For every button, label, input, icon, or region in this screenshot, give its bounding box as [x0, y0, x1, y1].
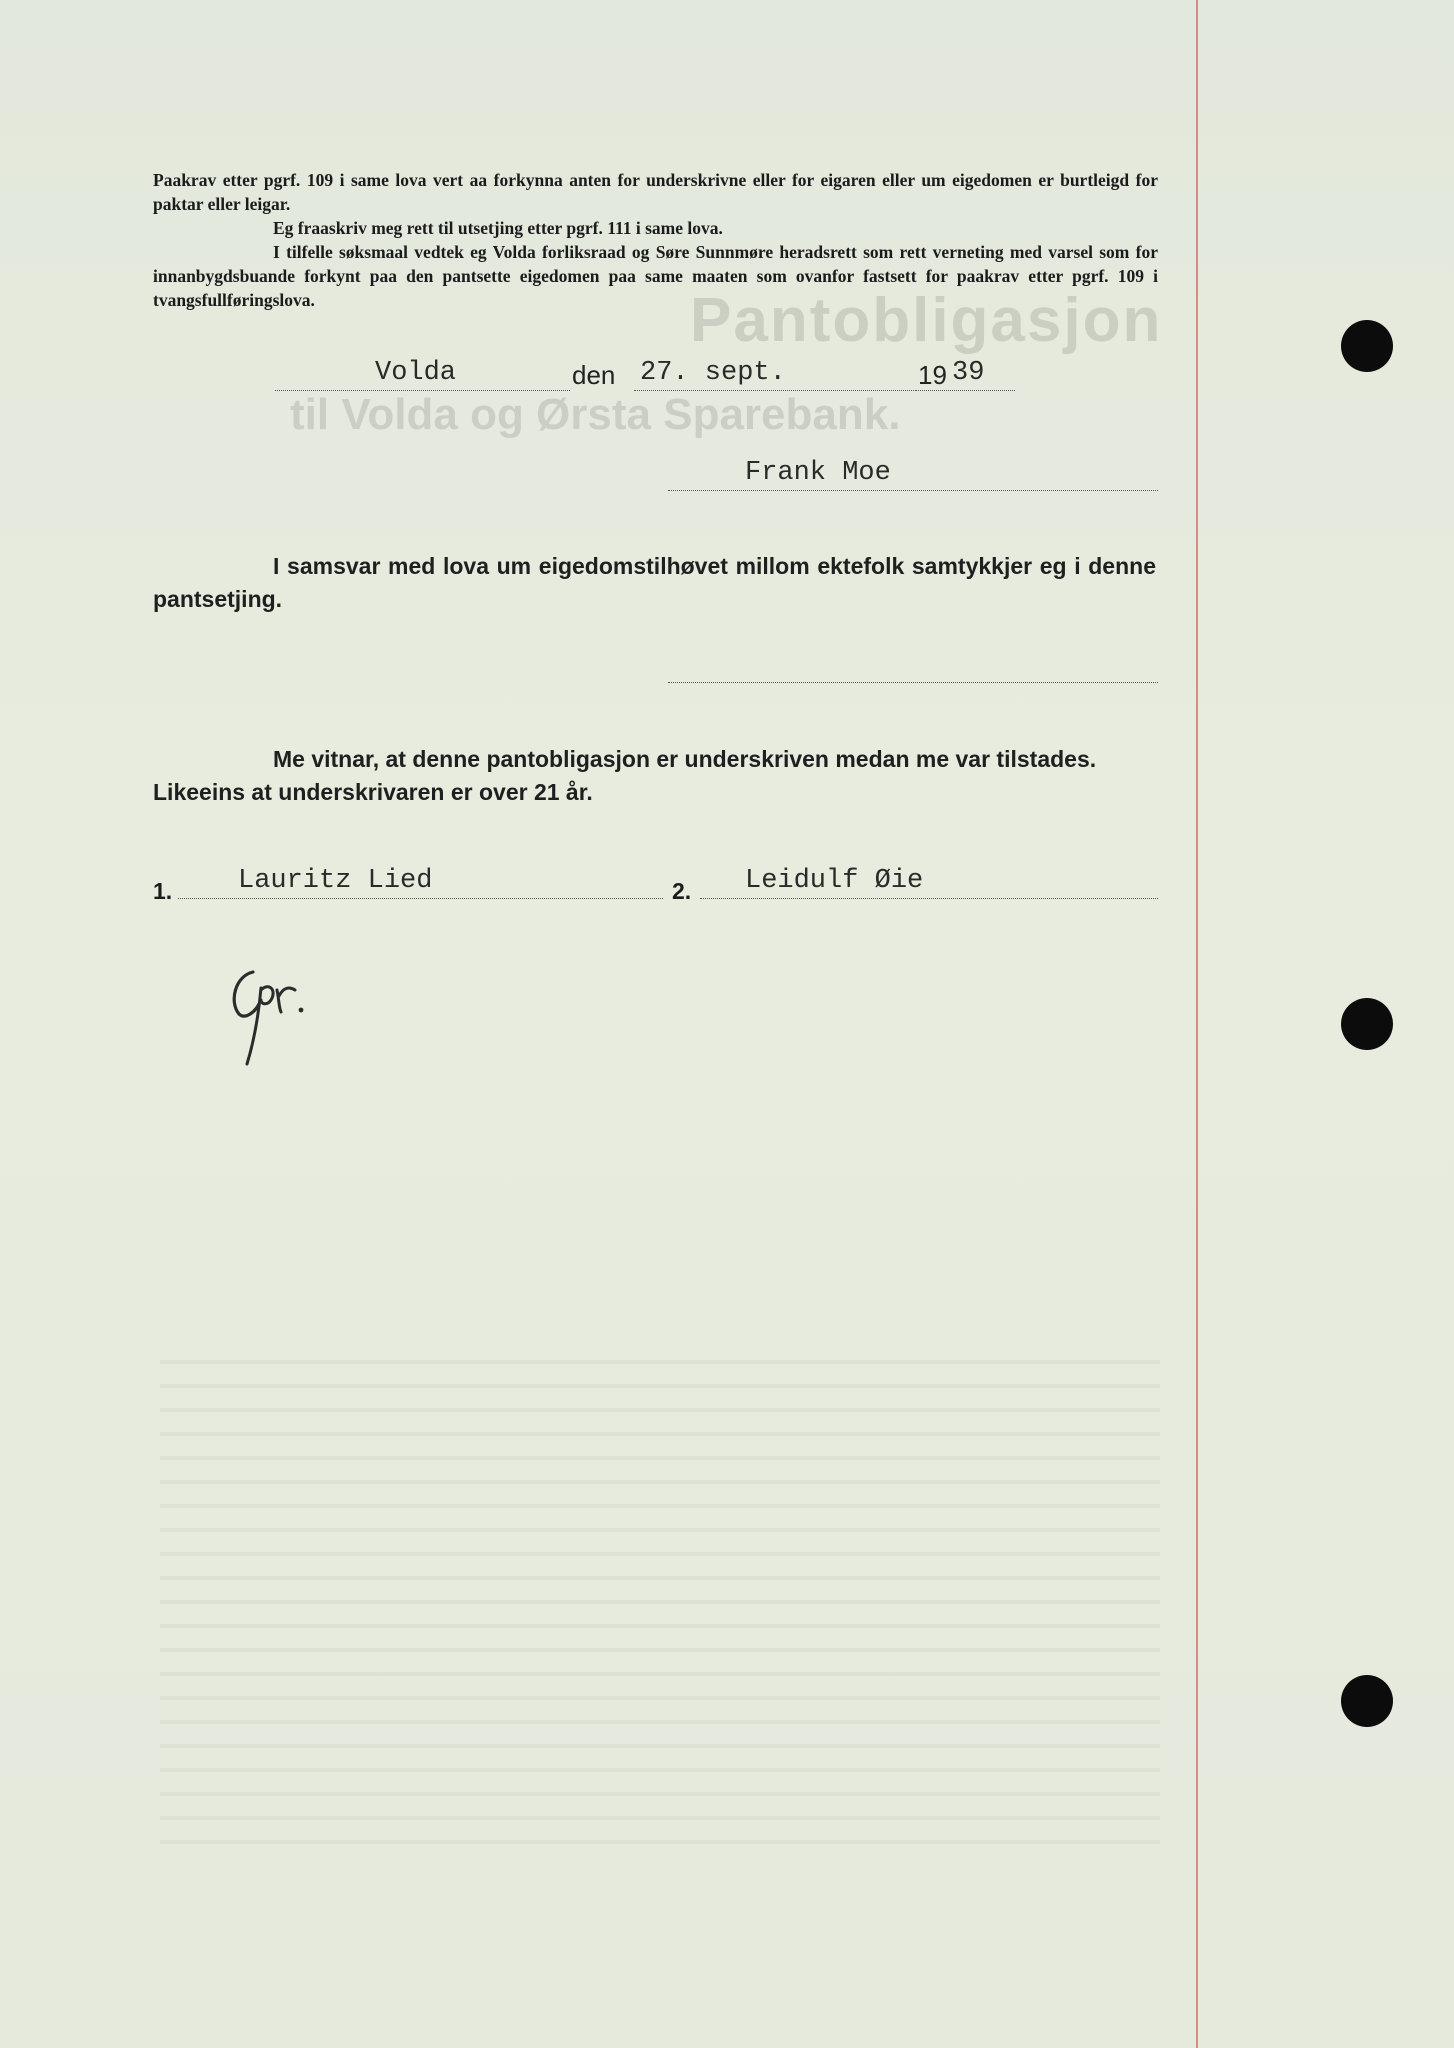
- place: Volda: [375, 358, 457, 388]
- witness-name: Lauritz Lied: [238, 866, 433, 896]
- punch-hole: [1341, 320, 1393, 372]
- bleed-through-text: [160, 1340, 1160, 1860]
- handwritten-mark: [225, 960, 305, 1070]
- year-suffix: 39: [952, 358, 985, 388]
- consent-text: I samsvar med lova um eigedomstilhøvet millom ektefolk samtykkjer eg i denne pantsetjing.: [153, 553, 1156, 612]
- witness-name: Leidulf Øie: [745, 866, 924, 896]
- margin-line: [1196, 0, 1198, 2048]
- witness-paragraph: [153, 743, 1156, 809]
- witness-line: [700, 898, 1158, 899]
- legal-paragraph: Eg fraaskriv meg rett til utsetjing etter pgrf. 111 i same lova.: [273, 218, 723, 238]
- legal-paragraph: Paakrav etter pgrf. 109 i same lova vert aa forkynna anten for underskrivne eller for eigaren eller um eigedomen er burtleigd for paktar eller leigar.: [153, 170, 1158, 214]
- witness-line: [178, 898, 663, 899]
- punch-hole: [1341, 1675, 1393, 1727]
- date: 27. sept.: [640, 358, 786, 388]
- witness-text: Likeeins at underskrivaren er over 21 år.: [153, 779, 593, 805]
- witness-number: 1.: [153, 878, 173, 904]
- date-label: den: [572, 360, 616, 390]
- bleed-through-heading: Pantobligasjon: [690, 286, 1163, 355]
- witness-number: 2.: [672, 878, 692, 904]
- spouse-signature-line: [668, 682, 1158, 683]
- signature-line: [668, 490, 1158, 491]
- consent-paragraph: [153, 550, 1156, 616]
- date-line: [634, 390, 914, 391]
- signatory-name: Frank Moe: [745, 458, 891, 488]
- legal-paragraph: I tilfelle søksmaal vedtek eg Volda forliksraad og Søre Sunnmøre heradsrett som rett verneting med varsel som for innanbygdsbuande forkynt paa den pantsette eigedomen paa same maaten som ovanfor fastsett for paakrav etter pgrf. 109 i tvangsfullføringslova.: [153, 242, 1158, 310]
- place-line: [275, 390, 570, 391]
- witness-text: Me vitnar, at denne pantobligasjon er underskriven medan me var tilstades.: [273, 746, 1097, 772]
- punch-hole: [1341, 998, 1393, 1050]
- bleed-through-subheading: til Volda og Ørsta Sparebank.: [290, 390, 901, 439]
- legal-text: [153, 168, 1158, 312]
- year-prefix: 19: [918, 360, 947, 390]
